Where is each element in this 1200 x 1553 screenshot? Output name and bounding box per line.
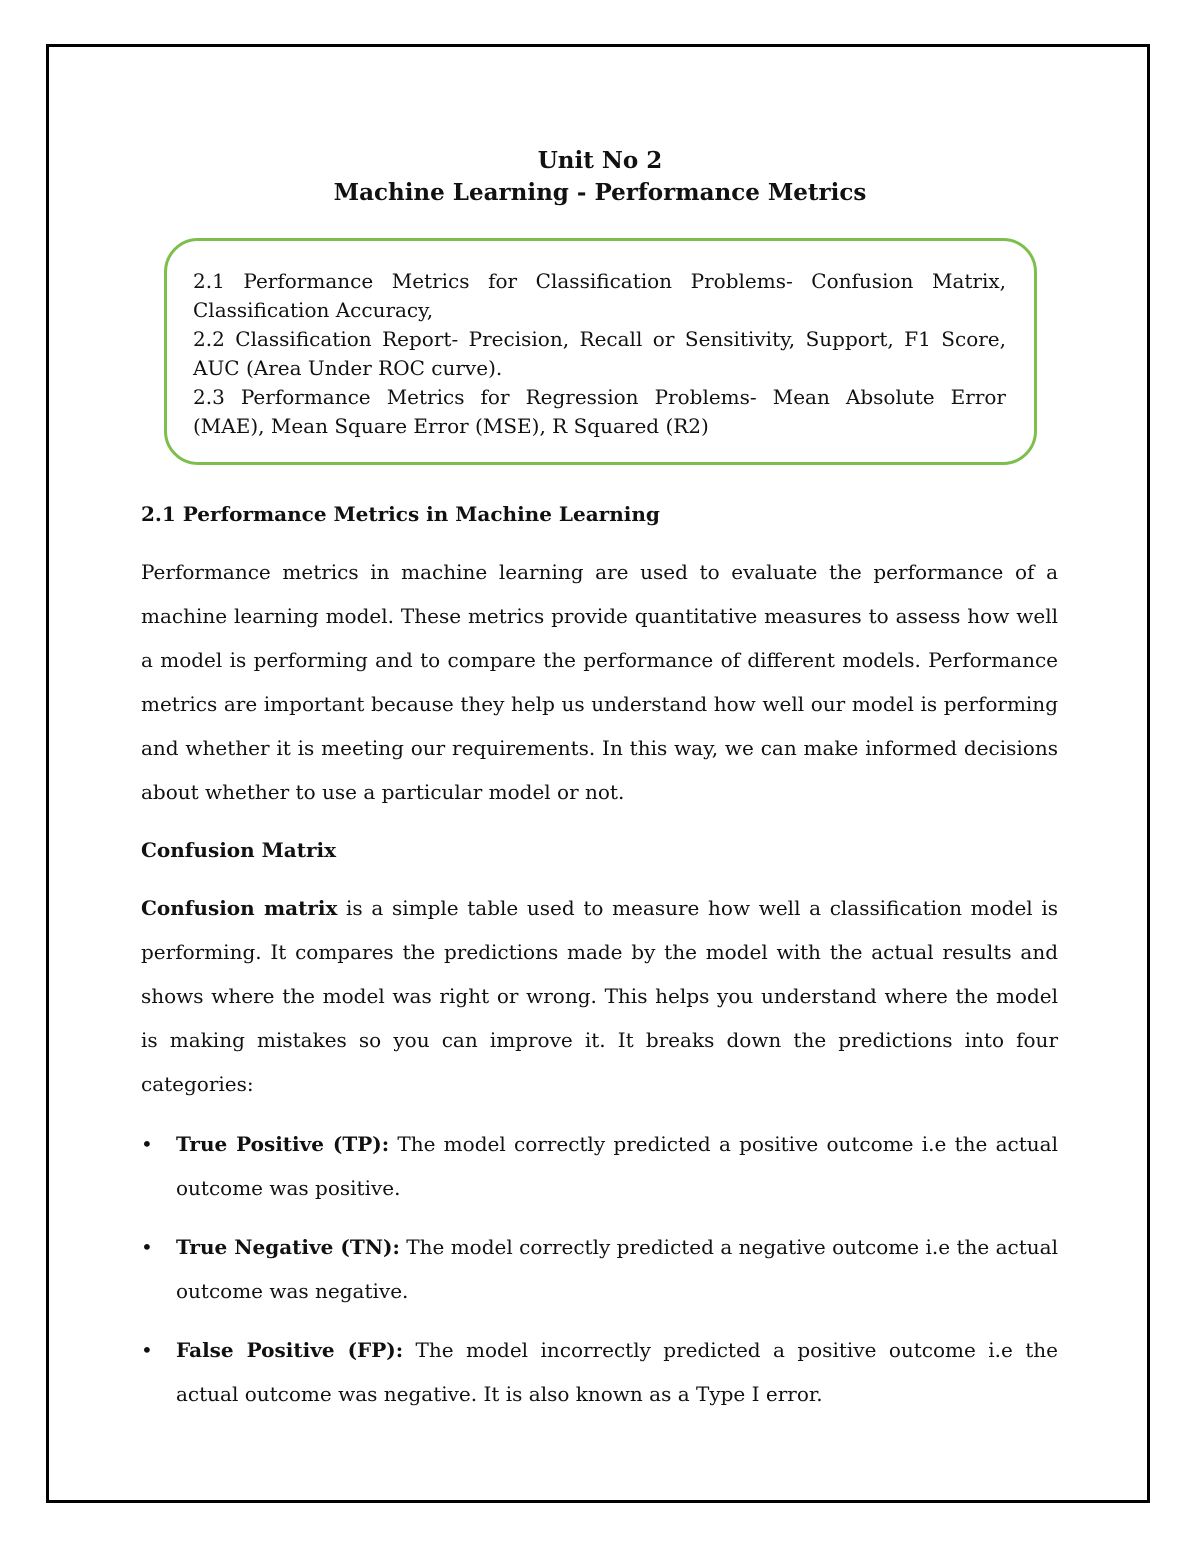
confusion-matrix-categories-list [141,1122,1058,1416]
bullet-text: The model incorrectly predicted a positive outcome i.e the actual outcome was negative. It is also known as a Type I error. [176,1338,1059,1406]
bullet-term: False Positive (FP): [176,1338,404,1362]
syllabus-item-2-3: 2.3 Performance Metrics for Regression Problems- Mean Absolute Error (MAE), Mean Square Error (MSE), R Squared (R2) [193,385,1006,438]
bullet-term: True Negative (TN): [176,1235,400,1259]
syllabus-item-2-2: 2.2 Classification Report- Precision, Recall or Sensitivity, Support, F1 Score, AUC (Area Under ROC curve). [193,327,1006,380]
syllabus-box [164,238,1037,465]
unit-number: Unit No 2 [537,147,663,174]
unit-title: Machine Learning - Performance Metrics [333,179,867,206]
confusion-matrix-paragraph [141,886,1058,1106]
bullet-icon: • [141,1338,153,1362]
section-heading-performance-metrics: 2.1 Performance Metrics in Machine Learning [141,502,660,526]
confusion-matrix-description: is a simple table used to measure how well a classification model is performing. It compares the predictions made by the model with the actual results and shows where the model was right or wrong. This helps you understand where the model is making mistakes so you can improve it. It breaks down the predictions into four categories: [141,896,1059,1096]
bullet-icon: • [141,1132,153,1156]
list-item-true-negative [141,1225,1058,1313]
confusion-matrix-term: Confusion matrix [141,896,338,920]
syllabus-item-2-1: 2.1 Performance Metrics for Classification Problems- Confusion Matrix, Classification Accuracy, [193,269,1006,322]
performance-metrics-paragraph: Performance metrics in machine learning are used to evaluate the performance of a machine learning model. These metrics provide quantitative measures to assess how well a model is performing and to compare the performance of different models. Performance metrics are important because they help us understand how well our model is performing and whether it is meeting our requirements. In this way, we can make informed decisions about whether to use a particular model or not. [141,560,1058,804]
page-title [0,145,1200,209]
bullet-text: The model correctly predicted a negative outcome i.e the actual outcome was negative. [176,1235,1058,1303]
document-body [141,498,1058,1431]
bullet-text: The model correctly predicted a positive outcome i.e the actual outcome was positive. [176,1132,1058,1200]
section-heading-confusion-matrix: Confusion Matrix [141,838,337,862]
list-item-false-positive [141,1328,1058,1416]
bullet-term: True Positive (TP): [176,1132,390,1156]
bullet-icon: • [141,1235,153,1259]
list-item-true-positive [141,1122,1058,1210]
